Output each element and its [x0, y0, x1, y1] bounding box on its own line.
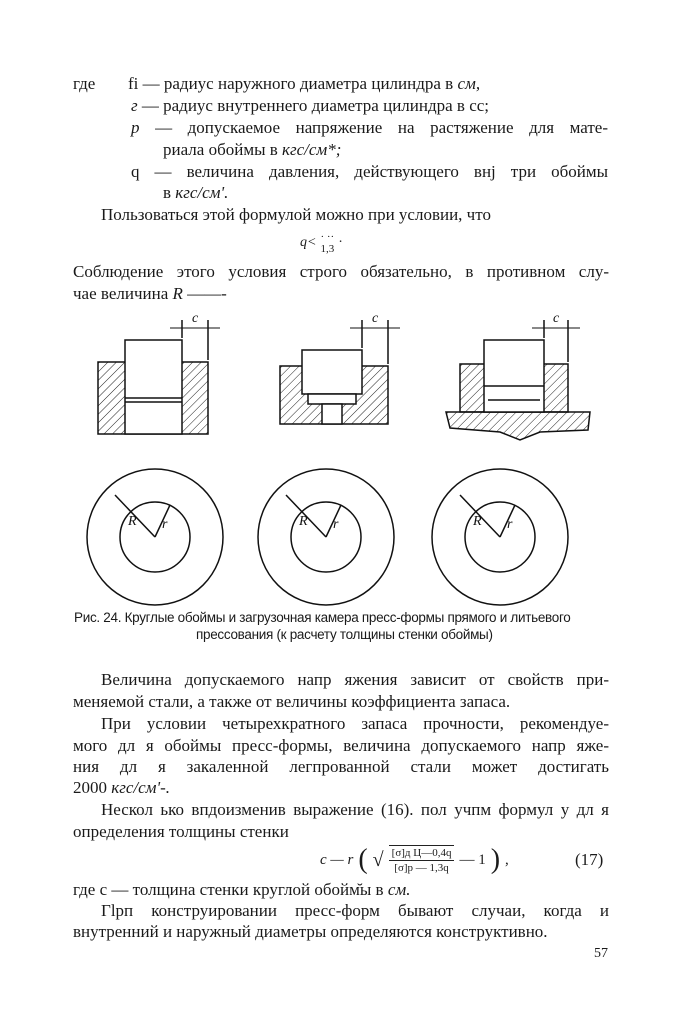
- legend-item: [163, 140, 341, 160]
- text: чае величина: [73, 284, 169, 303]
- unit: кгс/см'-.: [111, 778, 171, 797]
- paragraph-line: [73, 880, 410, 900]
- legend-text: в: [163, 183, 176, 202]
- section-drawing-2: [280, 320, 400, 424]
- paragraph-line: мого дл я обоймы пресс-формы, величина допускаемого напр яже-: [73, 736, 609, 755]
- formula-denominator: 1,3: [320, 243, 335, 255]
- page-number: 57: [594, 946, 608, 961]
- unit: см.: [387, 880, 411, 899]
- legend-item: [131, 96, 489, 116]
- legend-text: — величина давления, действующего внj три обоймы: [154, 162, 609, 181]
- paragraph-line: Величина допускаемого напр яжения зависит от свойств при-: [101, 670, 609, 689]
- label-R: R: [473, 514, 482, 529]
- formula-minus-one: — 1: [459, 852, 486, 868]
- label-r: r: [333, 517, 339, 532]
- paragraph-line: определения толщины стенки: [73, 822, 289, 841]
- condition-formula: [300, 230, 343, 256]
- legend-unit: см,: [457, 74, 481, 93]
- label-c: c: [553, 311, 560, 326]
- label-c: c: [192, 311, 199, 326]
- where-label: где: [73, 74, 96, 93]
- section-drawing-3: [446, 320, 590, 440]
- symbol-R: R: [172, 284, 183, 303]
- figure-24: [0, 300, 679, 610]
- formula-numerator: · ··: [320, 231, 335, 243]
- figure-caption: Рис. 24. Круглые обоймы и загрузочная камера пресс-формы прямого и литьевого: [74, 610, 571, 625]
- figure-caption: прессования (к расчету толщины стенки обоймы): [196, 627, 493, 642]
- legend-text: риала обоймы в: [163, 140, 283, 159]
- paragraph-line: При условии четырехкратного запаса прочности, рекомендуе-: [101, 714, 609, 733]
- legend-text: — радиус наружного диаметра цилиндра в: [142, 74, 458, 93]
- text: 2000: [73, 778, 112, 797]
- label-R: R: [299, 514, 308, 529]
- formula-denominator: [σ]р — 1,3q: [394, 862, 449, 874]
- legend-symbol: г: [131, 96, 138, 115]
- legend-symbol: р: [131, 118, 140, 137]
- paragraph-line: ния дл я закаленной легпрованной стали может достигать: [73, 757, 609, 776]
- ring-drawing-3: [432, 469, 568, 605]
- legend-item: [131, 118, 608, 138]
- condition-intro: Пользоваться этой формулой можно при условии, что: [101, 205, 491, 224]
- text: ——-: [187, 284, 227, 303]
- text: где с — толщина стенки круглой обойм̆ы в: [73, 880, 388, 899]
- label-c: c: [372, 311, 379, 326]
- paragraph-line: Нескол ько впдоизменив выражение (16). пол учпм формул у дл я: [101, 800, 609, 819]
- ring-drawing-1: [87, 469, 223, 605]
- paragraph-line: Гlрп конструировании пресс-форм бывают случаи, когда и: [101, 901, 609, 920]
- legend-text: — радиус внутреннего диаметра цилиндра в сс;: [141, 96, 490, 115]
- formula-lhs: c — r: [320, 852, 354, 868]
- paragraph-line: внутренний и наружный диаметры определяются конструктивно.: [73, 922, 548, 941]
- open-paren: (: [358, 844, 368, 875]
- legend-symbol: fi: [128, 74, 139, 93]
- label-r: r: [507, 517, 513, 532]
- section-drawing-1: [98, 320, 220, 434]
- legend-symbol: q: [131, 162, 140, 181]
- formula-numerator: [σ]д Ц—0,4q: [389, 846, 455, 861]
- legend-item: [128, 74, 480, 94]
- legend-item: [163, 183, 228, 203]
- ring-drawing-2: [258, 469, 394, 605]
- legend-unit: кгс/см*;: [282, 140, 342, 159]
- equation-number: (17): [575, 850, 604, 869]
- legend-text: — допускаемое напряжение на растяжение для мате-: [155, 118, 608, 137]
- formula-17: [320, 844, 509, 876]
- formula-tail: ·: [338, 235, 343, 250]
- paragraph-line: [73, 778, 170, 798]
- legend-unit: кгс/см'.: [175, 183, 229, 202]
- paragraph-line: меняемой стали, а также от величины коэффициента запаса.: [73, 692, 511, 711]
- legend-item: [131, 162, 608, 182]
- close-paren: ): [490, 844, 501, 875]
- sqrt-sign: √: [372, 849, 384, 871]
- label-R: R: [128, 514, 137, 529]
- comma: ,: [505, 852, 509, 868]
- paragraph-line: Соблюдение этого условия строго обязательно, в противном слу-: [73, 262, 609, 281]
- formula-lhs: q<: [300, 235, 317, 250]
- label-r: r: [162, 517, 168, 532]
